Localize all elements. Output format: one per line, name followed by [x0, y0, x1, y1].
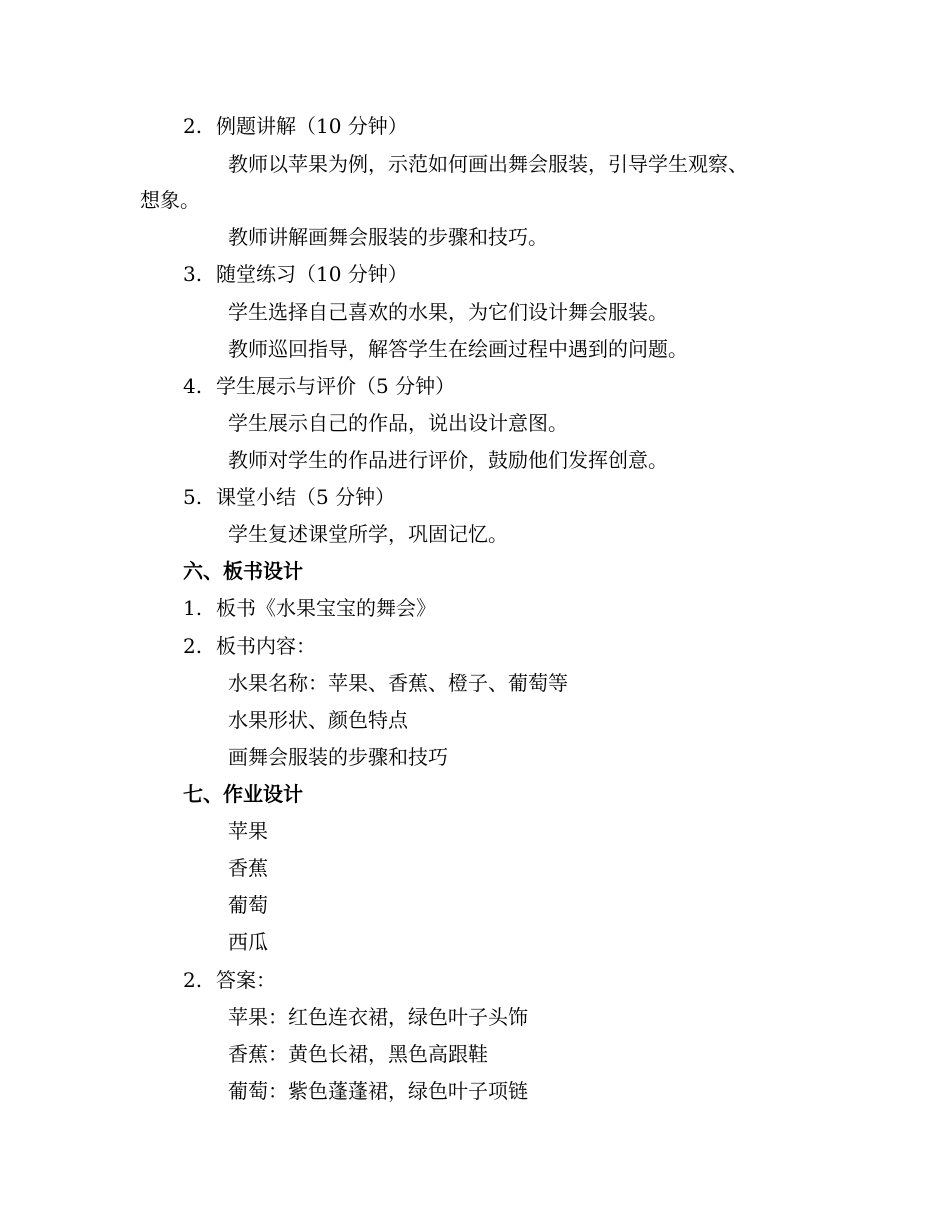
paragraph-line: 教师讲解画舞会服装的步骤和技巧。	[228, 225, 548, 249]
paragraph-line: 苹果	[228, 819, 268, 843]
list-item-title: 板书内容：	[216, 634, 316, 658]
paragraph-line: 教师以苹果为例，示范如何画出舞会服装，引导学生观察、	[228, 152, 748, 176]
list-number: 4.	[183, 374, 203, 398]
paragraph-line: 画舞会服装的步骤和技巧	[228, 745, 448, 769]
list-item-title: 学生展示与评价（5 分钟）	[216, 374, 456, 398]
paragraph-line: 学生展示自己的作品，说出设计意图。	[228, 411, 568, 435]
paragraph-line: 学生复述课堂所学，巩固记忆。	[228, 522, 508, 546]
paragraph-line: 教师巡回指导，解答学生在绘画过程中遇到的问题。	[228, 337, 688, 361]
section-heading: 六、板书设计	[183, 559, 303, 583]
paragraph-line: 葡萄	[228, 893, 268, 917]
paragraph-line: 西瓜	[228, 930, 268, 954]
list-number: 3.	[183, 262, 203, 286]
list-number: 2.	[183, 634, 203, 658]
list-item-title: 板书《水果宝宝的舞会》	[216, 596, 436, 620]
paragraph-line: 想象。	[140, 188, 200, 212]
paragraph-line: 香蕉	[228, 856, 268, 880]
list-item-title: 例题讲解（10 分钟）	[216, 114, 408, 138]
paragraph-line: 教师对学生的作品进行评价，鼓励他们发挥创意。	[228, 448, 668, 472]
list-number: 1.	[183, 596, 203, 620]
paragraph-line: 苹果：红色连衣裙，绿色叶子头饰	[228, 1005, 528, 1029]
paragraph-line: 水果形状、颜色特点	[228, 708, 408, 732]
paragraph-line: 香蕉：黄色长裙，黑色高跟鞋	[228, 1042, 488, 1066]
paragraph-line: 学生选择自己喜欢的水果，为它们设计舞会服装。	[228, 300, 668, 324]
list-number: 5.	[183, 485, 203, 509]
paragraph-line: 葡萄：紫色蓬蓬裙，绿色叶子项链	[228, 1079, 528, 1103]
list-item-title: 答案：	[216, 968, 276, 992]
list-item-title: 随堂练习（10 分钟）	[216, 262, 408, 286]
section-heading: 七、作业设计	[183, 782, 303, 806]
list-item-title: 课堂小结（5 分钟）	[216, 485, 396, 509]
paragraph-line: 水果名称：苹果、香蕉、橙子、葡萄等	[228, 671, 568, 695]
list-number: 2.	[183, 114, 203, 138]
list-number: 2.	[183, 968, 203, 992]
